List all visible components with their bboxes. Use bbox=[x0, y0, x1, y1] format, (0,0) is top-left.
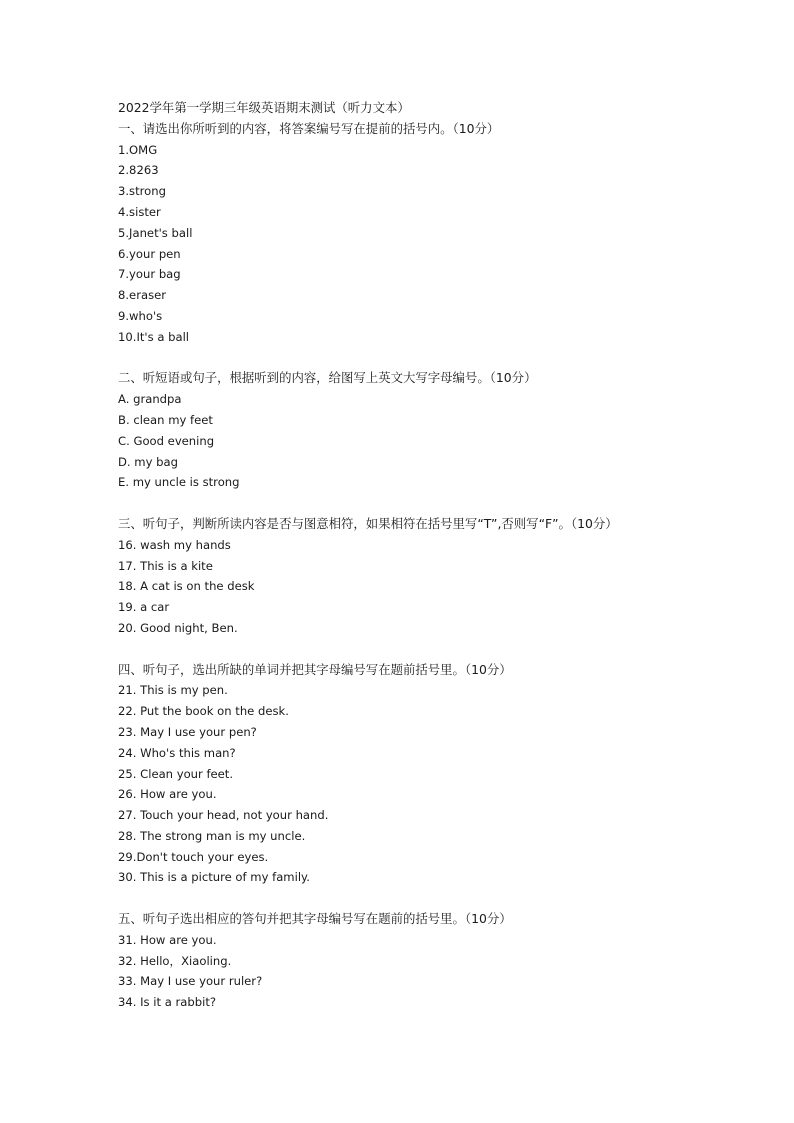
section-2 bbox=[118, 368, 718, 493]
list-item: 17. This is a kite bbox=[118, 558, 213, 573]
section-4 bbox=[118, 660, 718, 889]
section-heading: 三、听句子，判断所读内容是否与图意相符，如果相符在括号里写“T”,否则写“F”。（10分） bbox=[118, 515, 618, 531]
list-item: 23. May I use your pen? bbox=[118, 724, 257, 739]
list-item: 19. a car bbox=[118, 600, 170, 615]
document-page bbox=[118, 98, 718, 1013]
list-item: 28. The strong man is my uncle. bbox=[118, 828, 306, 843]
list-item: 8.eraser bbox=[118, 288, 167, 303]
section-spacer bbox=[118, 348, 718, 369]
section-5 bbox=[118, 909, 718, 1013]
section-heading: 二、听短语或句子，根据听到的内容，给图写上英文大写字母编号。（10分） bbox=[118, 370, 537, 386]
list-item: 29.Don't touch your eyes. bbox=[118, 849, 269, 864]
list-item: 33. May I use your ruler? bbox=[118, 974, 263, 989]
list-item: 18. A cat is on the desk bbox=[118, 579, 255, 594]
list-item: 1.OMG bbox=[118, 142, 158, 157]
list-item: 3.strong bbox=[118, 184, 166, 199]
list-item: 32. Hello，Xiaoling. bbox=[118, 953, 232, 968]
list-item: 21. This is my pen. bbox=[118, 683, 228, 698]
section-1 bbox=[118, 119, 718, 348]
list-item: 16. wash my hands bbox=[118, 537, 231, 552]
section-heading: 四、听句子，选出所缺的单词并把其字母编号写在题前括号里。（10分） bbox=[118, 661, 512, 677]
list-item: 20. Good night, Ben. bbox=[118, 620, 238, 635]
document-title: 2022学年第一学期三年级英语期末测试（听力文本） bbox=[118, 100, 410, 115]
section-3 bbox=[118, 514, 718, 639]
section-spacer bbox=[118, 888, 718, 909]
list-item: 26. How are you. bbox=[118, 787, 217, 802]
list-item: 25. Clean your feet. bbox=[118, 766, 234, 781]
section-spacer bbox=[118, 639, 718, 660]
list-item: E. my uncle is strong bbox=[118, 475, 240, 490]
list-item: 34. Is it a rabbit? bbox=[118, 995, 217, 1010]
list-item: 24. Who's this man? bbox=[118, 745, 236, 760]
list-item: 31. How are you. bbox=[118, 932, 217, 947]
list-item: 9.who's bbox=[118, 308, 163, 323]
list-item: 30. This is a picture of my family. bbox=[118, 870, 310, 885]
list-item: 5.Janet's ball bbox=[118, 225, 193, 240]
list-item: D. my bag bbox=[118, 454, 178, 469]
list-item: A. grandpa bbox=[118, 392, 182, 407]
section-heading: 一、请选出你所听到的内容，将答案编号写在提前的括号内。（10分） bbox=[118, 120, 500, 136]
list-item: B. clean my feet bbox=[118, 412, 213, 427]
list-item: C. Good evening bbox=[118, 433, 215, 448]
list-item: 2.8263 bbox=[118, 163, 159, 178]
list-item: 27. Touch your head, not your hand. bbox=[118, 808, 329, 823]
list-item: 22. Put the book on the desk. bbox=[118, 704, 289, 719]
list-item: 6.your pen bbox=[118, 246, 181, 261]
section-spacer bbox=[118, 493, 718, 514]
section-heading: 五、听句子选出相应的答句并把其字母编号写在题前的括号里。（10分） bbox=[118, 911, 512, 927]
list-item: 10.It's a ball bbox=[118, 329, 190, 344]
list-item: 7.your bag bbox=[118, 267, 181, 282]
list-item: 4.sister bbox=[118, 204, 161, 219]
